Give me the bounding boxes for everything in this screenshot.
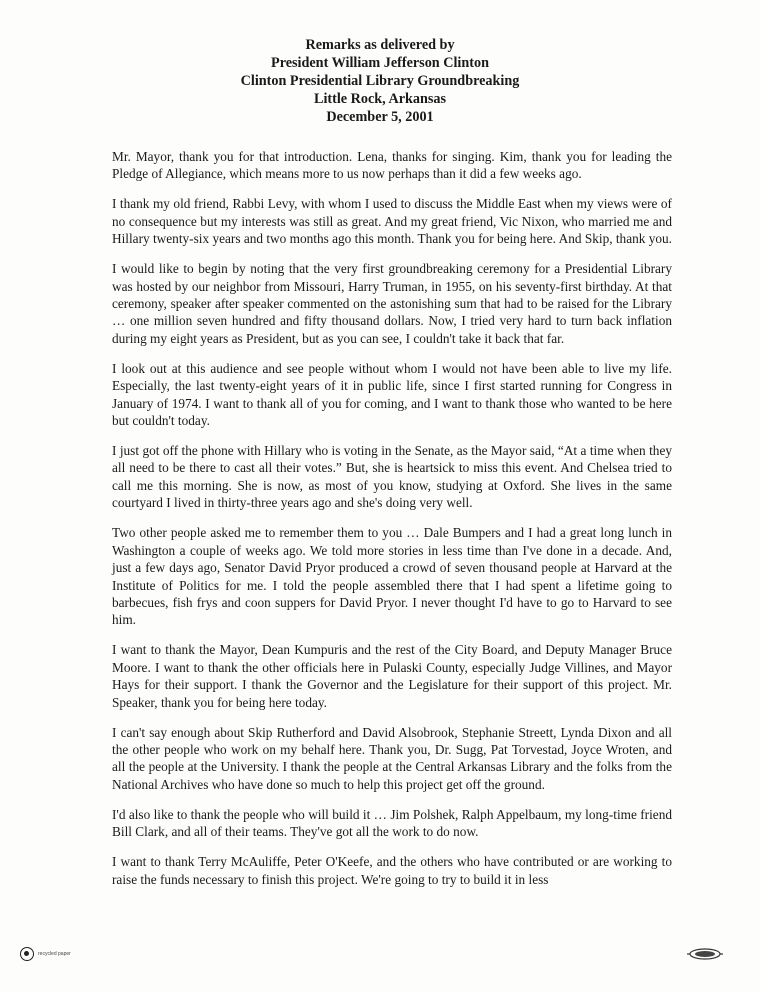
paragraph: I look out at this audience and see people without whom I would not have been able to live my life. Especially, the last twenty-eight years of it in public life, since I first started running for Congress in January of 1974. I want to thank all of you for coming, and I want to thank those who wanted to be here but couldn't today.: [112, 360, 672, 429]
recycle-icon: [20, 947, 34, 961]
seal-icon: [687, 948, 723, 960]
recycled-paper-mark: [20, 947, 71, 961]
paragraph: I want to thank Terry McAuliffe, Peter O'Keefe, and the others who have contributed or are working to raise the funds necessary to finish this project. We're going to try to build it in less: [112, 854, 672, 887]
paragraph: I thank my old friend, Rabbi Levy, with whom I used to discuss the Middle East when my views were of no consequence but my interests was still as great. And my great friend, Vic Nixon, who married me and Hillary twenty-six years and two months ago this month. Thank you for being here. And Skip, thank you.: [112, 196, 672, 247]
paragraph: I'd also like to thank the people who will build it … Jim Polshek, Ralph Appelbaum, my long-time friend Bill Clark, and all of their teams. They've got all the work to do now.: [112, 806, 672, 840]
paragraph: I can't say enough about Skip Rutherford and David Alsobrook, Stephanie Streett, Lynda Dixon and all the other people who work on my behalf here. Thank you, Dr. Sugg, Pat Torvestad, Joyce Wroten, and all the people at the University. I thank the people at the Central Arkansas Library and the folks from the National Archives who have done so much to help this project get off the ground.: [112, 724, 672, 792]
paragraph: Mr. Mayor, thank you for that introduction. Lena, thanks for singing. Kim, thank you for leading the Pledge of Allegiance, which means more to us now perhaps than it did a few weeks ago.: [112, 149, 672, 182]
header-line-3: Clinton Presidential Library Groundbreaking: [240, 73, 520, 89]
paragraph: I want to thank the Mayor, Dean Kumpuris and the rest of the City Board, and Deputy Manager Bruce Moore. I want to thank the other officials here in Pulaski County, especially Judge Villines, and Mayor Hays for their support. I thank the Governor and the Legislature for their support of this project. Mr. Speaker, thank you for being here today.: [112, 642, 672, 710]
document-header: [0, 36, 760, 126]
paragraph: I just got off the phone with Hillary who is voting in the Senate, as the Mayor said, “At a time when they all need to be there to cast all their votes.” But, she is heartsick to miss this event. And Chelsea tried to call me this morning. She is now, as most of you know, studying at Oxford. She lives in the same courtyard I lived in thirty-three years ago and she's doing very well.: [112, 443, 672, 511]
document-body: [112, 148, 672, 901]
paragraph: Two other people asked me to remember them to you … Dale Bumpers and I had a great long lunch in Washington a couple of weeks ago. We told more stories in less time than I've done in a decade. And, just a few days ago, Senator David Pryor produced a crowd of seven thousand people at Harvard at the Institute of Politics for me. I told the people assembled there that I had spent a lifetime going to barbecues, fish frys and coon suppers for David Pryor. I never thought I'd have to go to Harvard to see him.: [112, 525, 672, 628]
header-line-5: December 5, 2001: [326, 109, 434, 125]
header-line-1: Remarks as delivered by: [305, 37, 455, 53]
paragraph: I would like to begin by noting that the very first groundbreaking ceremony for a Presidential Library was hosted by our neighbor from Missouri, Harry Truman, in 1955, on his seventy-first birthday. At that ceremony, speaker after speaker commented on the astonishing sum that had to be raised for the Library … one million seven hundred and fifty thousand dollars. Now, I tried very hard to turn back inflation during my eight years as President, but as you can see, I couldn't take it back that far.: [112, 261, 672, 346]
header-line-4: Little Rock, Arkansas: [313, 91, 447, 107]
recycled-paper-label: recycled paper: [38, 951, 71, 957]
header-line-2: President William Jefferson Clinton: [271, 55, 489, 71]
